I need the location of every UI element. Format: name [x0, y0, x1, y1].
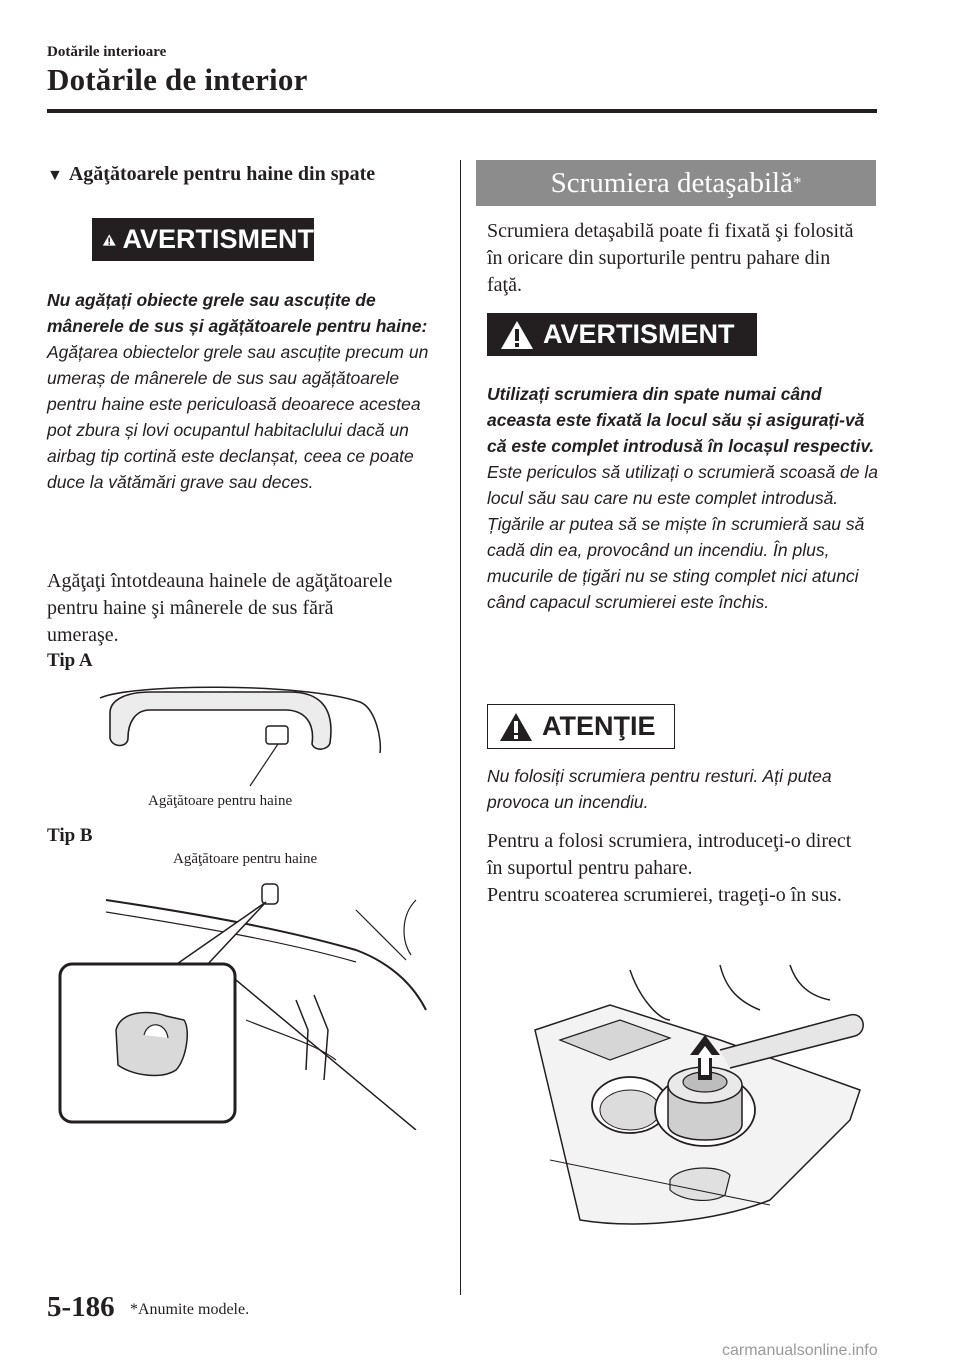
usage-remove-text: Pentru scoaterea scrumierei, trageţi-o în sus. — [487, 884, 842, 906]
warning-label: AVERTISMENT — [122, 224, 314, 254]
caution-badge — [487, 704, 675, 749]
caution-text: Nu folosiți scrumiera pentru resturi. Ați putea provoca un incendiu. — [487, 766, 832, 812]
watermark: carmanualsonline.info — [722, 1342, 878, 1359]
triangle-marker-icon: ▼ — [47, 167, 63, 184]
tip-a-illustration — [90, 668, 390, 798]
usage-insert-text: Pentru a folosi scrumiera, introduceţi-o direct în suportul pentru pahare. — [487, 830, 852, 879]
warning-body-text: Agățarea obiectelor grele sau ascuțite precum un umeraș de mânerele de sus sau agățătoarele pentru haine este periculoasă deoarece acestea pot zbura și lovi ocupantul habitaclului dacă un airbag tip cortină este declanșat, ceea ce poate duce la vătămări grave sau deces. — [47, 342, 429, 492]
footnote: *Anumite modele. — [130, 1301, 250, 1318]
warning-body-text-right: Este periculos să utilizați o scrumieră scoasă de la locul său sau care nu este complet introdusă. Țigările ar putea să se miște în scrumieră sau să cadă din ea, provocând un incendiu. În plus, mucurile de țigări nu se sting complet nici atunci când capacul scrumierei este închis. — [487, 462, 879, 612]
warning-bold-text-right: Utilizați scrumiera din spate numai când aceasta este fixată la locul său și asigurați-vă că este complet introdusă în locașul respectiv. — [487, 384, 875, 456]
warning-badge-right — [487, 313, 757, 356]
warning-triangle-icon — [499, 319, 535, 351]
warning-text-block-right — [487, 381, 882, 615]
warning-label-right: AVERTISMENT — [543, 319, 735, 349]
caution-triangle-icon — [498, 711, 534, 743]
tip-a-caption: Agăţătoare pentru haine — [148, 793, 293, 809]
header-rule — [47, 109, 877, 113]
caution-label: ATENŢIE — [542, 711, 656, 741]
ashtray-illustration — [520, 960, 870, 1250]
page-title: Dotările de interior — [47, 62, 308, 97]
warning-text-block — [47, 287, 442, 495]
subsection-heading-text: Agăţătoarele pentru haine din spate — [68, 163, 376, 185]
section-title: Scrumiera detaşabilă — [550, 166, 793, 199]
tip-b-illustration — [56, 870, 441, 1130]
section-title-bar — [476, 160, 876, 206]
warning-bold-text: Nu agățați obiecte grele sau ascuțite de mânerele de sus și agățătoarele pentru haine: — [47, 290, 428, 336]
body-paragraph: Agăţaţi întotdeauna hainele de agăţătoarele pentru haine şi mânerele de sus fără umeraşe. — [47, 570, 393, 646]
page-number: 5-186 — [47, 1291, 115, 1323]
warning-badge — [92, 218, 314, 261]
tip-a-label: Tip A — [47, 650, 93, 671]
warning-triangle-icon — [102, 224, 116, 256]
intro-paragraph: Scrumiera detaşabilă poate fi fixată şi folosită în oricare din suporturile pentru pahare din faţă. — [487, 220, 854, 296]
usage-paragraph — [487, 828, 857, 909]
tip-b-caption: Agăţătoare pentru haine — [173, 851, 318, 867]
section-title-mark: * — [792, 173, 802, 192]
section-label: Dotările interioare — [47, 44, 167, 60]
column-divider — [460, 160, 461, 1295]
tip-b-label: Tip B — [47, 825, 93, 846]
subsection-heading — [47, 163, 437, 186]
